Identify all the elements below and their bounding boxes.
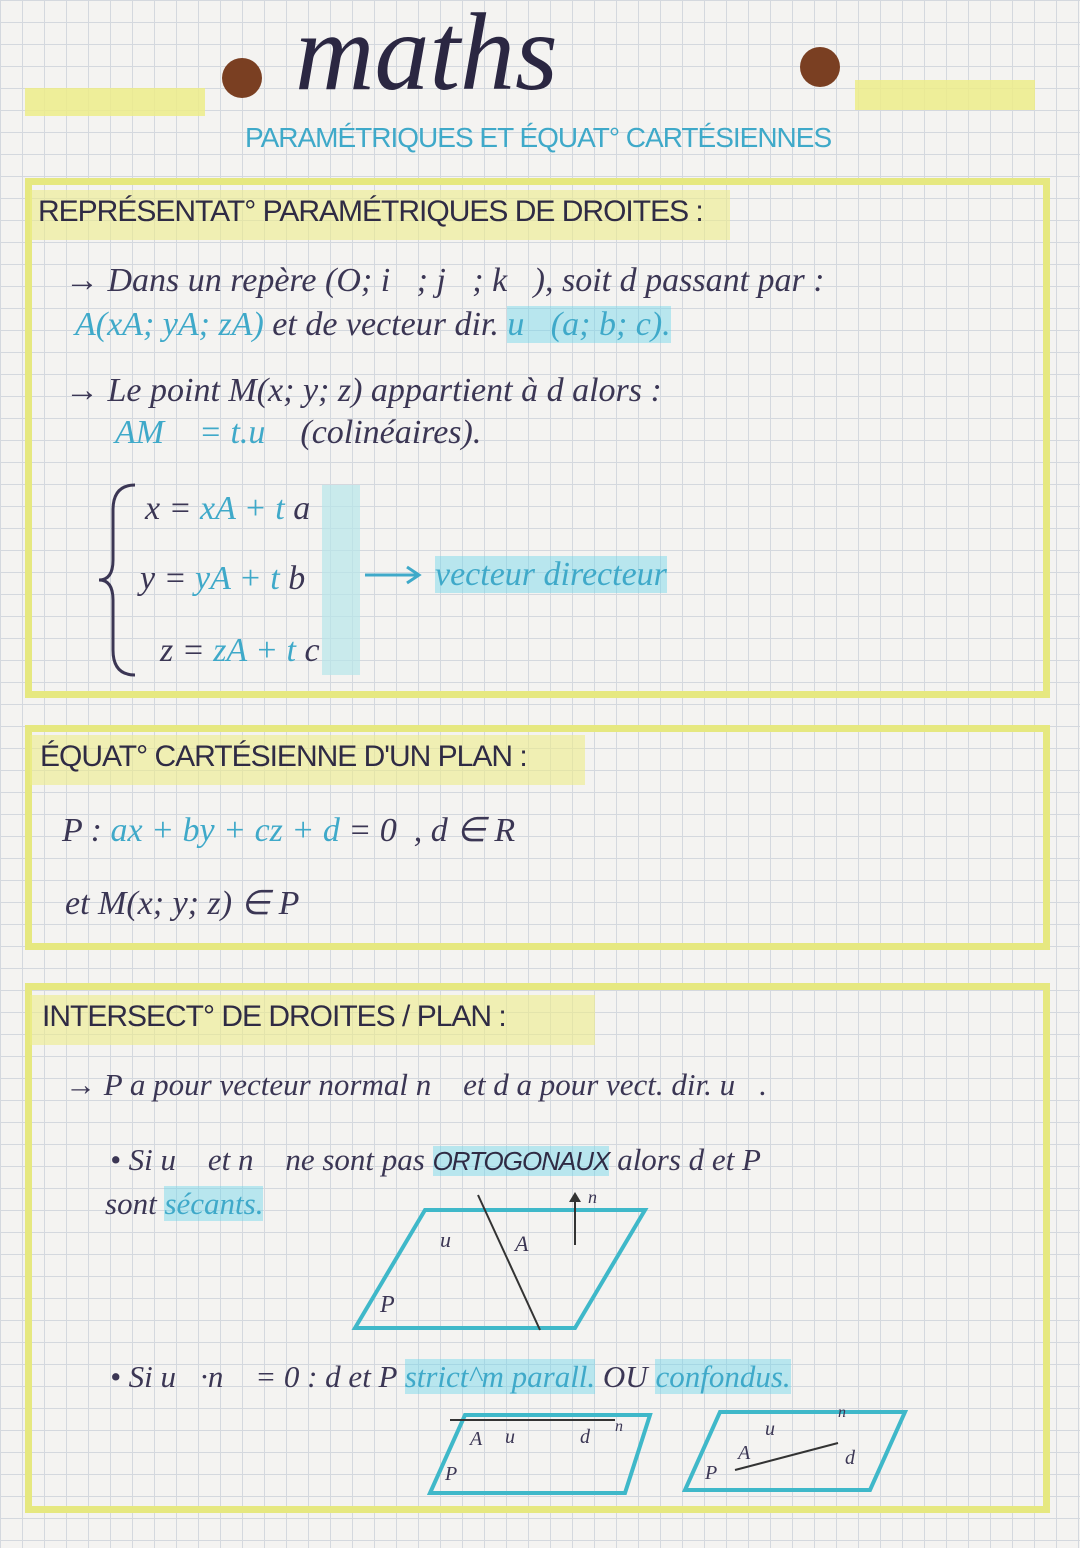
text: OU — [595, 1359, 656, 1394]
orthogonal-label: ORTOGONAUX — [432, 1146, 610, 1176]
case-2 — [110, 1360, 791, 1394]
lhs: x = — [145, 490, 192, 527]
label-p: P — [445, 1463, 458, 1485]
text-line: → P a pour vecteur normal n⃗ et d a pour vect. dir. u⃗. — [65, 1067, 768, 1102]
text-line: → Dans un repère (O; i⃗; j⃗; k⃗), soit d passant par : — [65, 262, 825, 299]
label-u: u⃗ — [440, 1227, 469, 1252]
parallel-label: strict^m parall. — [404, 1359, 596, 1394]
point-a: A(xA; yA; zA) — [75, 306, 264, 343]
plane-shape — [355, 1210, 645, 1328]
text: alors d et P — [609, 1142, 761, 1177]
label-p: P — [705, 1462, 718, 1484]
text: et de vecteur dir. — [263, 306, 508, 343]
text: • Si u⃗ et n⃗ ne sont pas — [110, 1142, 433, 1177]
arrowhead-icon — [569, 1192, 581, 1202]
text: • Si u⃗·n⃗ = 0 : d et P — [110, 1359, 405, 1394]
text: P : — [62, 812, 111, 849]
section-heading: ÉQUAT° CARTÉSIENNE D'UN PLAN : — [40, 740, 527, 773]
vecteur-directeur-label: vecteur directeur — [435, 556, 667, 593]
coef: c — [304, 632, 320, 669]
term-b: + by — [142, 812, 215, 849]
vector-equation: AM⃗ = t.u⃗ — [115, 414, 292, 451]
direction-vector: u⃗(a; b; c). — [507, 306, 671, 343]
confondus-label: confondus. — [655, 1359, 791, 1394]
text: sont — [105, 1186, 165, 1221]
coef: a — [293, 490, 311, 527]
line-d — [478, 1195, 540, 1330]
label-n: n⃗ — [838, 1404, 859, 1421]
text-line: → Le point M(x; y; z) appartient à d alors : — [65, 372, 662, 409]
label-p: P — [380, 1292, 395, 1318]
label-d: d — [845, 1447, 855, 1469]
rhs: xA + t — [200, 490, 285, 527]
label-a: A — [738, 1442, 751, 1464]
label-u: u⃗ — [505, 1426, 531, 1448]
lhs: z = — [160, 632, 205, 669]
condition: , d ∈ R — [413, 812, 516, 849]
rhs: zA + t — [213, 632, 296, 669]
section-heading: REPRÉSENTAT° PARAMÉTRIQUES DE DROITES : — [38, 195, 703, 228]
section-heading: INTERSECT° DE DROITES / PLAN : — [42, 1000, 506, 1033]
page-title: maths — [295, 0, 558, 113]
secants-label: sécants. — [164, 1186, 264, 1221]
label-u: u⃗ — [765, 1418, 791, 1440]
rhs: yA + t — [195, 560, 280, 597]
term-a: ax — [110, 812, 143, 849]
page-subtitle: PARAMÉTRIQUES ET ÉQUAT° CARTÉSIENNES — [245, 122, 832, 153]
coef: b — [288, 560, 306, 597]
label-a: A — [515, 1231, 529, 1256]
label-n: n⃗ — [588, 1187, 612, 1207]
term-d: + d — [282, 812, 340, 849]
line-d — [735, 1443, 838, 1470]
plane-shape — [685, 1412, 905, 1490]
text: = 0 — [339, 812, 397, 849]
label-n: n⃗ — [615, 1418, 636, 1435]
label-a: A — [470, 1428, 483, 1450]
text: (colinéaires). — [291, 414, 482, 451]
lhs: y = — [140, 560, 187, 597]
text-line: et M(x; y; z) ∈ P — [65, 885, 300, 922]
term-c: + cz — [214, 812, 283, 849]
label-d: d — [580, 1426, 590, 1448]
